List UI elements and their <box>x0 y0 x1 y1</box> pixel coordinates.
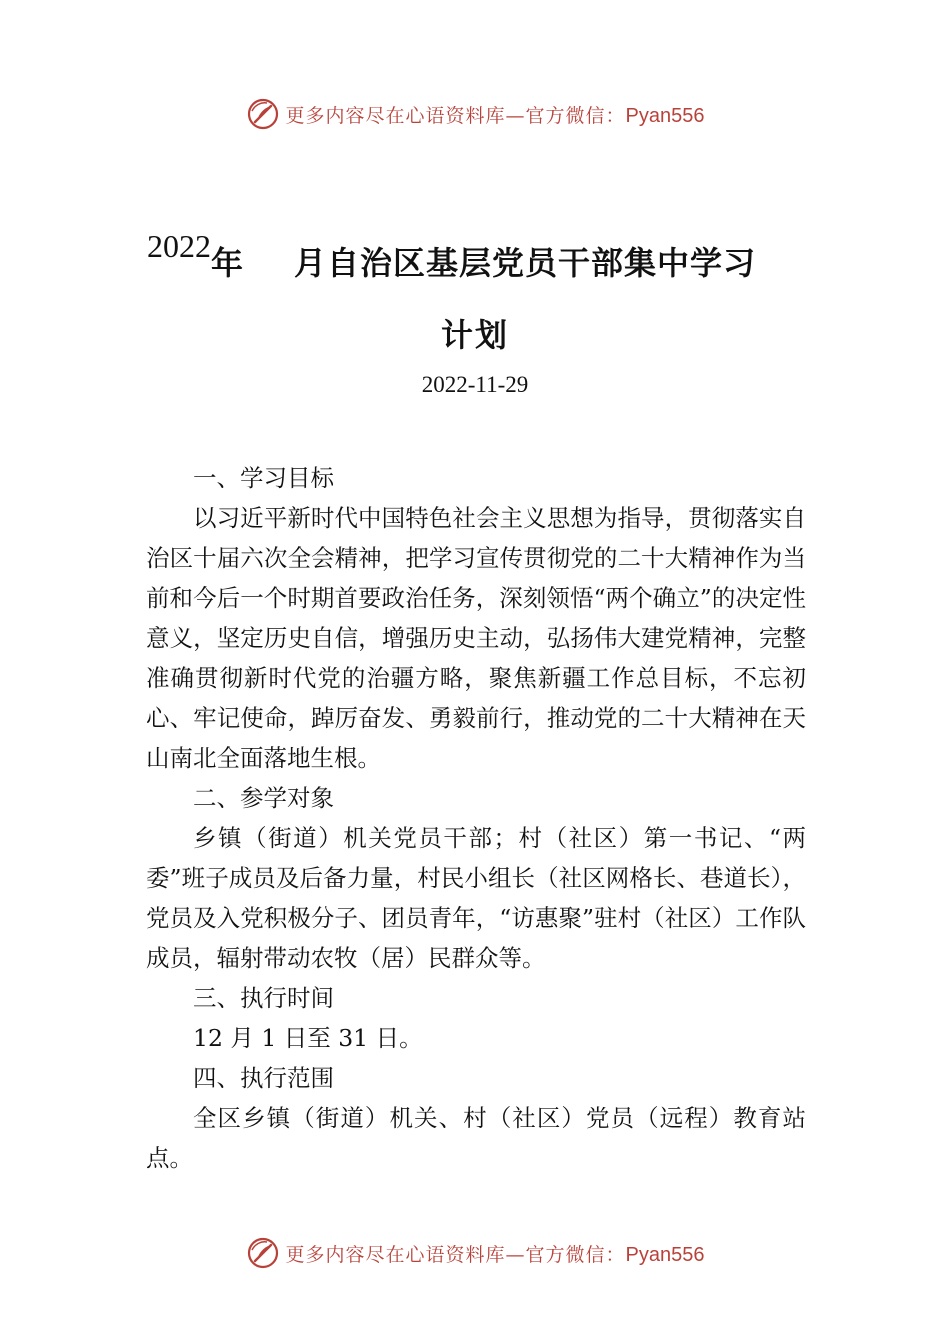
section-body: 以习近平新时代中国特色社会主义思想为指导，贯彻落实自治区十届六次全会精神，把学习宣传贯彻党的二十大精神作为当前和今后一个时期首要政治任务，深刻领悟“两个确立”的决定性意义，坚定历史自信，增强历史主动，弘扬伟大建党精神，完整准确贯彻新时代党的治疆方略，聚焦新疆工作总目标，不忘初心、牢记使命，踔厉奋发、勇毅前行，推动党的二十大精神在天山南北全面落地生根。 <box>146 504 806 772</box>
title-year: 2022 <box>147 228 211 264</box>
section-body: 12 月 1 日至 31 日。 <box>193 1024 423 1052</box>
section-heading: 四、执行范围 <box>193 1064 334 1092</box>
document-body <box>146 458 806 1178</box>
title-main: 月自治区基层党员干部集中学习 <box>294 244 757 282</box>
wechat-id: Pyan556 <box>625 104 705 127</box>
section-body: 乡镇（街道）机关党员干部；村（社区）第一书记、“两委”班子成员及后备力量，村民小组长（社区网格长、巷道长），党员及入党积极分子、团员青年，“访惠聚”驻村（社区）工作队成员，辐射带动农牧（居）民群众等。 <box>146 824 806 972</box>
section-body: 全区乡镇（街道）机关、村（社区）党员（远程）教育站点。 <box>146 1104 806 1172</box>
footer-banner <box>0 1233 950 1273</box>
document-title-line2: 计划 <box>440 316 509 354</box>
wechat-id: Pyan556 <box>625 1243 705 1266</box>
document-title <box>147 228 827 288</box>
document-date: 2022-11-29 <box>421 372 529 397</box>
quill-logo-icon <box>246 1236 280 1270</box>
section-heading: 三、执行时间 <box>193 984 334 1012</box>
header-banner <box>0 94 950 134</box>
footer-banner-text: 更多内容尽在心语资料库—官方微信：Pyan556 <box>285 1243 705 1266</box>
header-banner-text: 更多内容尽在心语资料库—官方微信：Pyan556 <box>285 104 705 127</box>
section-heading: 一、学习目标 <box>193 464 334 492</box>
quill-logo-icon <box>246 97 280 131</box>
section-heading: 二、参学对象 <box>193 784 334 812</box>
title-nian: 年 <box>211 244 245 282</box>
